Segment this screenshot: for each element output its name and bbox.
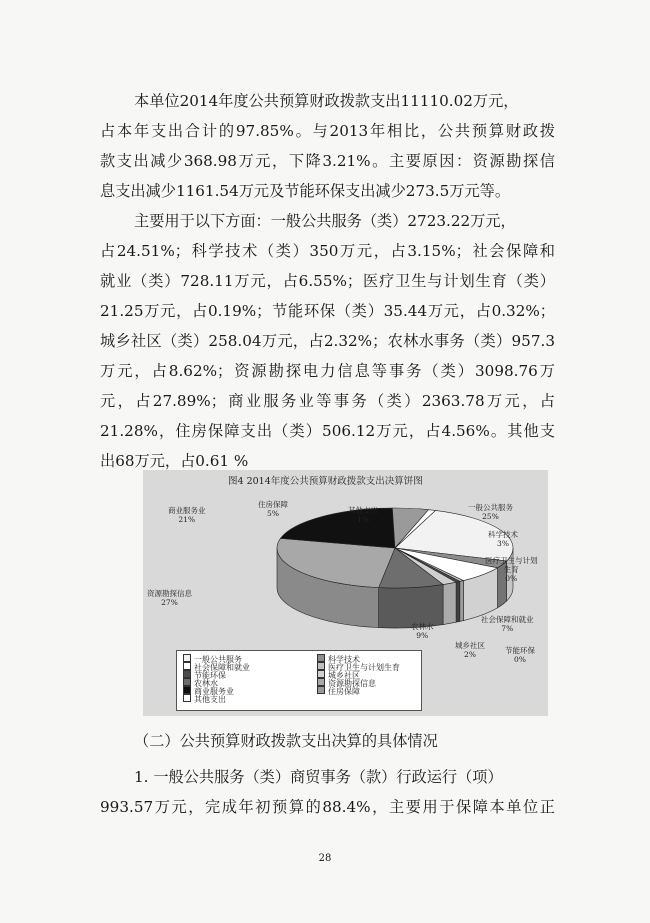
legend-item: 农林水 (183, 678, 218, 688)
slice-label-energy: 节能环保 0% (505, 646, 535, 664)
text-line: 21.28%，住房保障支出（类）506.12万元，占4.56%。其他支 (100, 422, 555, 440)
legend-item: 城乡社区 (317, 670, 360, 680)
slice-label-agri: 农林水 9% (411, 622, 434, 640)
text-line: 主要用于以下方面：一般公共服务（类）2723.22万元， (134, 212, 516, 230)
slice-label-resource: 资源勘探信息 27% (147, 589, 192, 607)
text-line: 出68万元，占0.61 % (100, 452, 249, 470)
text-line: 就业（类）728.11万元，占6.55%；医疗卫生与计划生育（类） (100, 272, 555, 290)
text-line: 万元，占8.62%；资源勘探电力信息等事务（类）3098.76万 (100, 362, 555, 380)
text-line: 息支出减少1161.54万元及节能环保支出减少273.5万元等。 (100, 182, 511, 200)
paragraph-detail (100, 762, 555, 822)
legend-item: 资源勘探信息 (317, 678, 376, 688)
slice-label-science: 科学技术 3% (488, 530, 518, 548)
legend-item: 社会保障和就业 (183, 662, 250, 672)
legend-swatch (317, 654, 325, 662)
legend-item: 商业服务业 (183, 686, 234, 696)
pie-side-wall (460, 581, 464, 622)
text-line: 993.57万元，完成年初预算的88.4%，主要用于保障本单位正 (100, 798, 555, 816)
text-line: 1. 一般公共服务（类）商贸事务（款）行政运行（项） (134, 768, 503, 786)
legend-swatch (183, 662, 191, 670)
slice-label-other: 其他支出 1% (348, 506, 378, 524)
legend-swatch (317, 678, 325, 686)
slice-label-urban: 城乡社区 2% (455, 641, 485, 659)
legend-item: 住房保障 (317, 686, 360, 696)
slice-label-general: 一般公共服务 25% (468, 503, 513, 521)
page-number: 28 (318, 853, 332, 864)
legend-swatch (317, 670, 325, 678)
legend-swatch (183, 670, 191, 678)
text-line: 占本年支出合计的97.85%。与2013年相比，公共预算财政拨 (100, 122, 555, 140)
pie-side-wall (443, 582, 456, 624)
legend-swatch (317, 662, 325, 670)
legend-item: 医疗卫生与计划生育 (317, 662, 400, 672)
legend-swatch (317, 686, 325, 694)
legend-item: 节能环保 (183, 670, 226, 680)
slice-label-housing: 住房保障 5% (258, 500, 288, 518)
text-line: 21.25万元，占0.19%；节能环保（类）35.44万元，占0.32%； (100, 302, 555, 320)
legend-item: 科学技术 (317, 654, 360, 664)
section-heading: （二）公共预算财政拨款支出决算的具体情况 (134, 732, 438, 750)
slice-label-medical: 医疗卫生与计划 生育 0% (485, 556, 538, 583)
text-line: 占24.51%；科学技术（类）350万元，占3.15%；社会保障和 (100, 242, 555, 260)
text-line: 本单位2014年度公共预算财政拨款支出11110.02万元， (134, 92, 519, 110)
chart-legend (176, 650, 422, 711)
legend-item: 其他支出 (183, 694, 226, 704)
text-line: 城乡社区（类）258.04万元，占2.32%；农林水事务（类）957.3 (100, 332, 555, 350)
legend-swatch (183, 654, 191, 662)
legend-swatch (183, 678, 191, 686)
paragraph-summary (100, 86, 555, 206)
text-line: 款支出减少368.98万元，下降3.21%。主要原因：资源勘探信 (100, 152, 555, 170)
text-line: 元，占27.89%；商业服务业等事务（类）2363.78万元，占 (100, 392, 555, 410)
paragraph-breakdown (100, 206, 555, 476)
chart-title: 图4 2014年度公共预算财政拨款支出决算饼图 (228, 476, 423, 487)
legend-swatch (183, 694, 191, 702)
legend-swatch (183, 686, 191, 694)
pie-chart (143, 470, 548, 716)
pie-side-wall (456, 581, 460, 622)
legend-item: 一般公共服务 (183, 654, 242, 664)
slice-label-social: 社会保障和就业 7% (481, 615, 534, 633)
slice-label-commerce: 商业服务业 21% (168, 506, 206, 524)
